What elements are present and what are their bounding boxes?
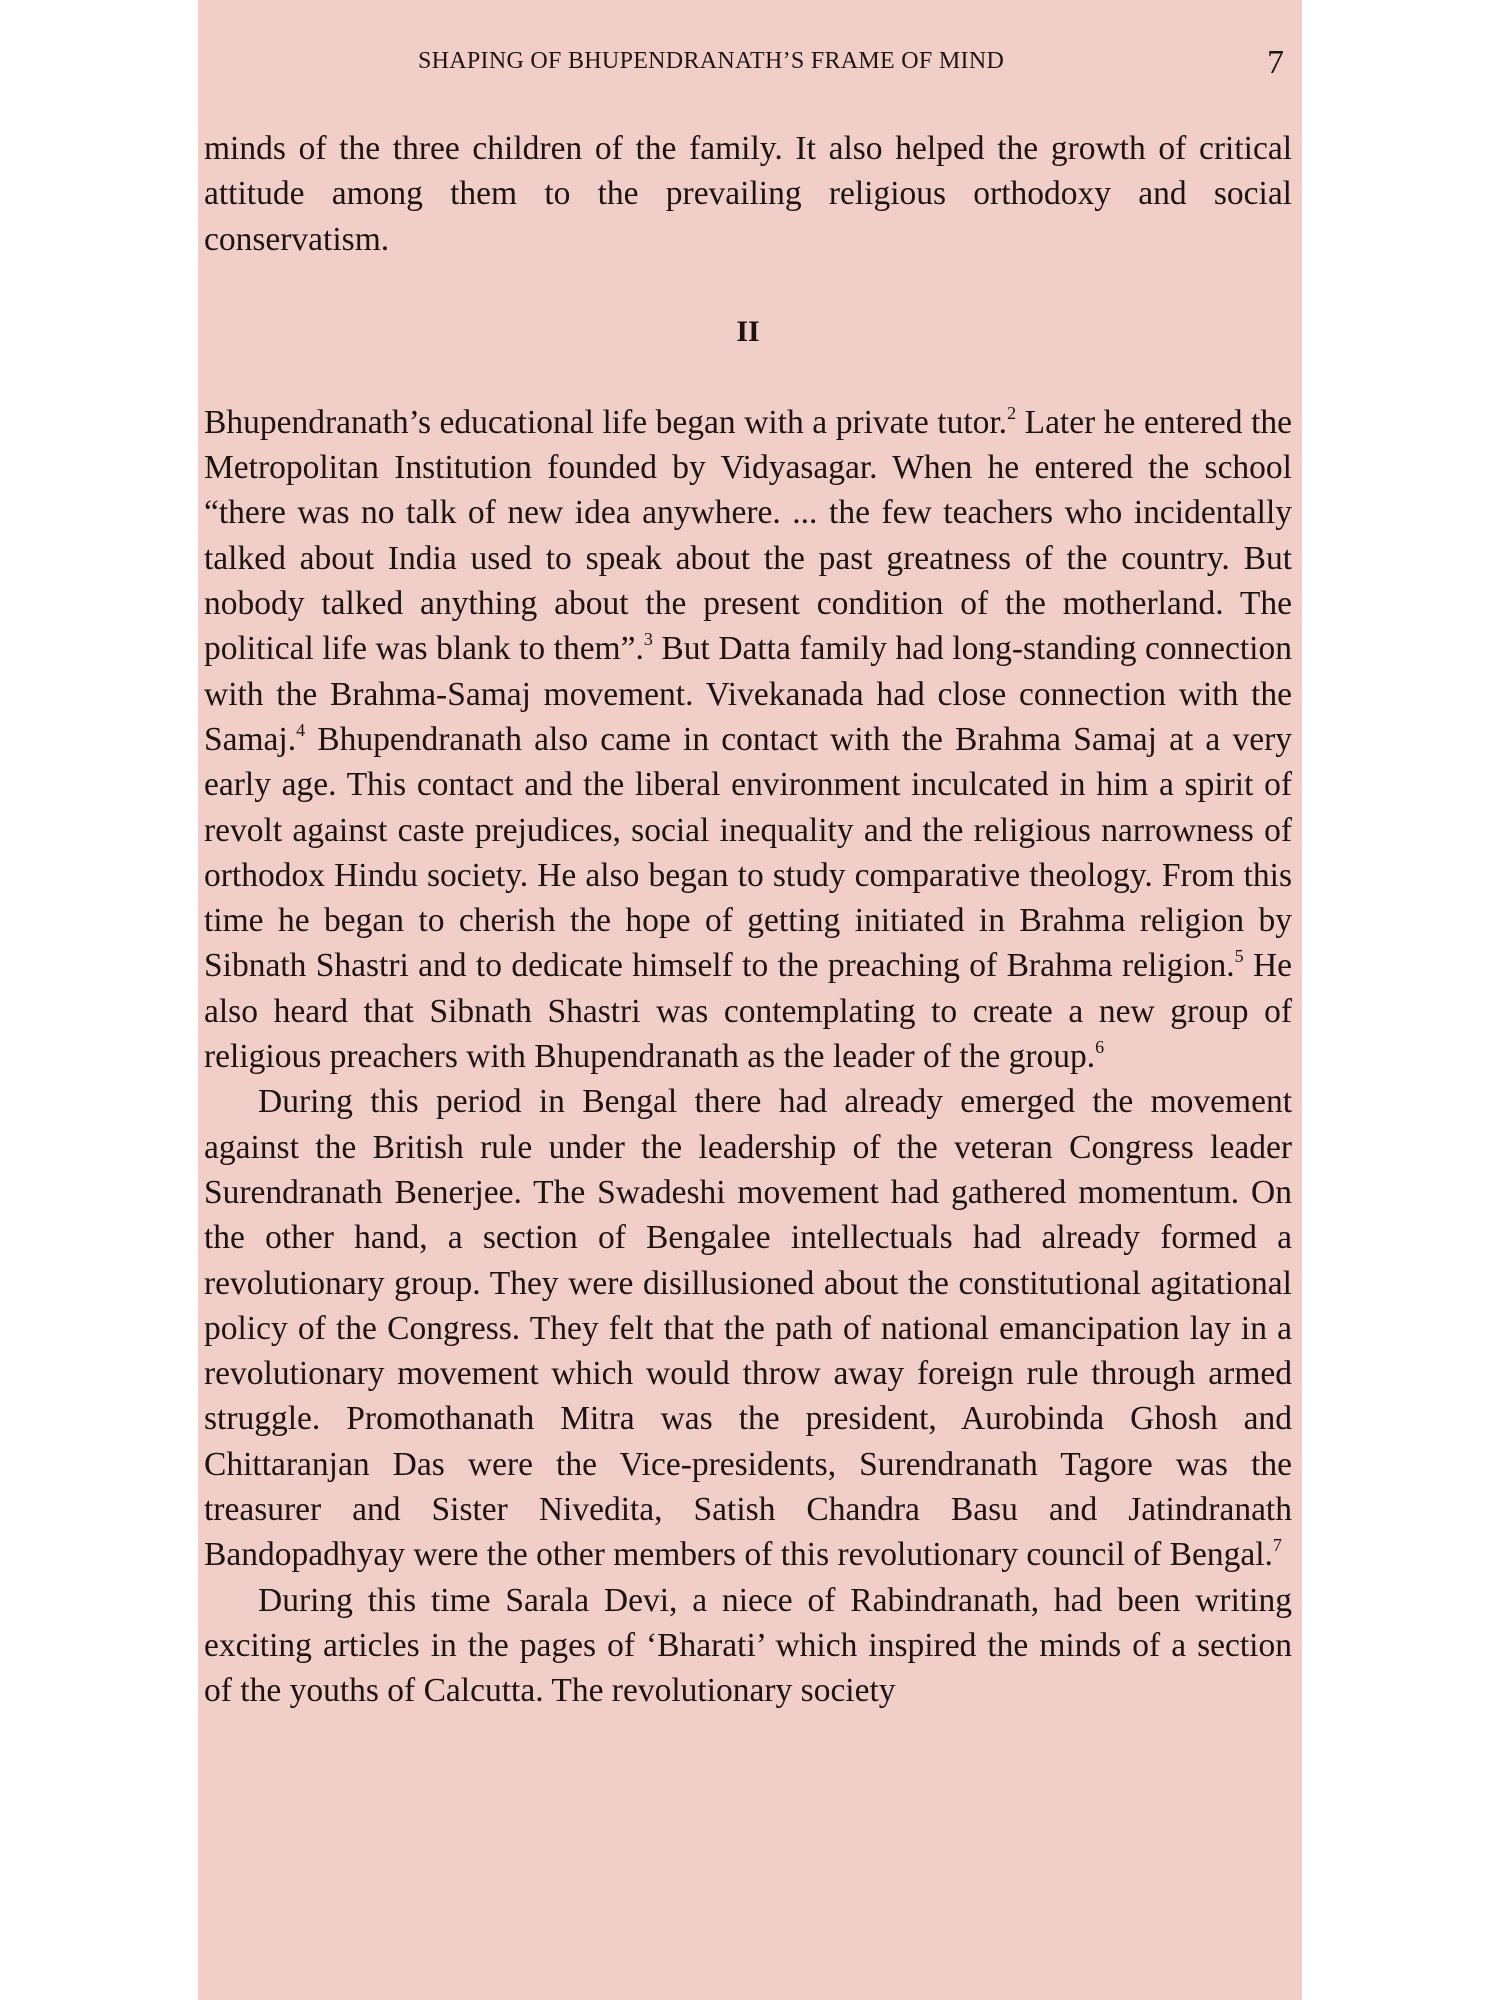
footnote-marker: 7 — [1272, 1535, 1282, 1556]
running-head: SHAPING OF BHUPENDRANATH’S FRAME OF MIND — [418, 48, 1005, 74]
paragraph-text: Bhupendranath also came in contact with the Brahma Samaj at a very early age. This contact and the liberal environment inculcated in him a spirit of revolt against caste prejudices, social inequality and the religious narrowness of orthodox Hindu society. He also began to study comparative theology. From this time he began to cherish the hope of getting initiated in Brahma religion by Sibnath Shastri and to dedicate himself to the preaching of Brahma religion. — [204, 720, 1292, 985]
footnote-marker: 2 — [1007, 402, 1017, 423]
paragraph-text: Bhupendranath’s educational life began with a private tutor. — [204, 403, 1008, 441]
footnote-marker: 3 — [643, 629, 653, 650]
footnote-marker: 5 — [1234, 946, 1244, 967]
page-header — [198, 44, 1302, 84]
footnote-marker: 6 — [1095, 1037, 1105, 1058]
paragraph-continued: minds of the three children of the family. It also helped the growth of critical attitude among them to the prevailing religious orthodoxy and social conservatism. — [204, 130, 1292, 258]
paragraph-sarala-devi: During this time Sarala Devi, a niece of Rabindranath, had been writing exciting articles in the pages of ‘Bharati’ which inspired the minds of a section of the youths of Calcutta. The revolutionary society — [204, 1581, 1292, 1710]
paragraph-text: Later he entered the Metropolitan Institution founded by Vidyasagar. When he entered the school “there was no talk of new idea anywhere. ... the few teachers who incidentally talked about India used to speak about the past greatness of the country. But nobody talked anything about the present condition of the motherland. The political life was blank to them”. — [204, 403, 1293, 668]
paragraph-educational-life — [204, 400, 1292, 1079]
paragraph-text: But Datta family had long-standing connection with the Brahma-Samaj movement. Vivekanada had close connection with the Samaj. — [204, 630, 1292, 758]
page-number: 7 — [1267, 44, 1284, 81]
page-body — [204, 126, 1292, 1714]
paragraph-revolutionary-group — [204, 1079, 1292, 1577]
footnote-marker: 4 — [296, 719, 306, 740]
section-heading: II — [736, 314, 760, 348]
book-page — [198, 0, 1302, 2000]
paragraph-text: He also heard that Sibnath Shastri was contemplating to create a new group of religious preachers with Bhupendranath as the leader of the group. — [204, 947, 1293, 1076]
paragraph-text: During this period in Bengal there had already emerged the movement against the British rule under the leadership of the veteran Congress leader Surendranath Benerjee. The Swadeshi movement had gathered momentum. On the other hand, a section of Bengalee intellectuals had already formed a revolutionary group. They were disillusioned about the constitutional agitational policy of the Congress. They felt that the path of national emancipation lay in a revolutionary movement which would throw away foreign rule through armed struggle. Promothanath Mitra was the president, Aurobinda Ghosh and Chittaranjan Das were the Vice-presidents, Surendranath Tagore was the treasurer and Sister Nivedita, Satish Chandra Basu and Jatindranath Bandopadhyay were the other members of this revolutionary council of Bengal. — [204, 1083, 1292, 1574]
